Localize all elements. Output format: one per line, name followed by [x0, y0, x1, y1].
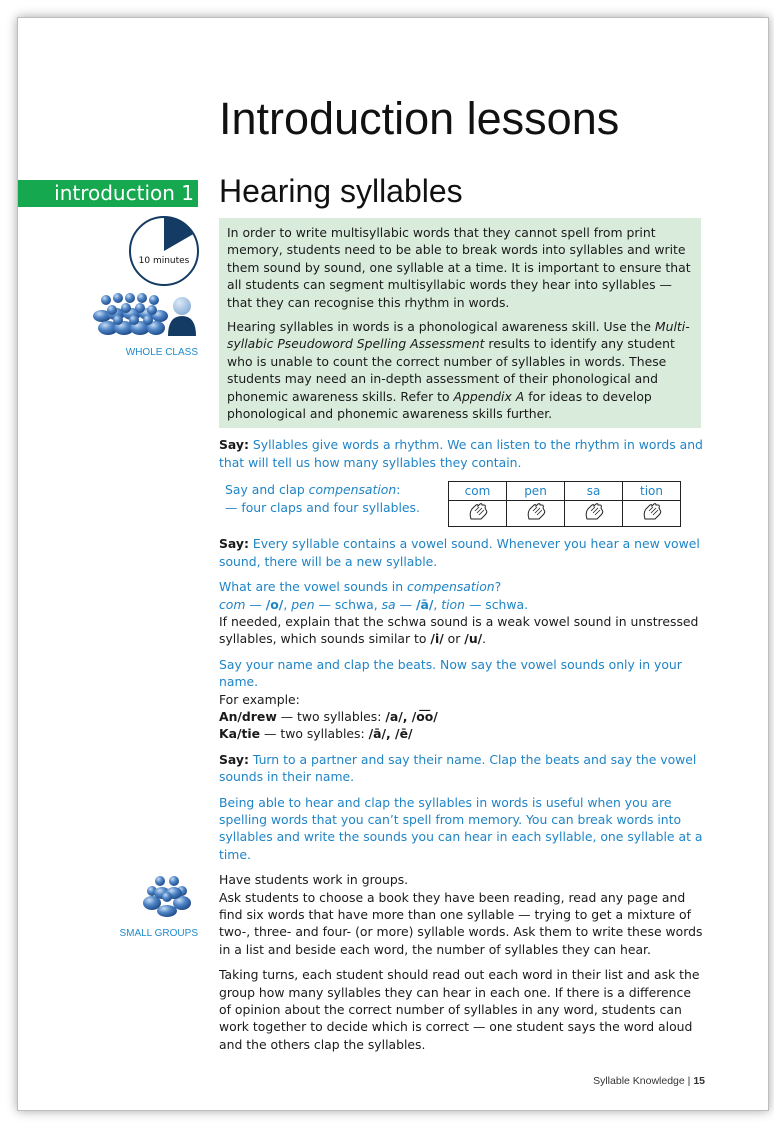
- name-example-block: Say your name and clap the beats. Now say the vowel sounds only in your name. For example: An/drew — two syllables: /a/, /o͞o/ Ka/tie — two syllables: /ā/, /ē/: [219, 656, 682, 742]
- small-groups-label: SMALL GROUPS: [119, 928, 198, 940]
- vowel-question-block: What are the vowel sounds in compensation? com — /o/, pen — schwa, sa — /ā/, tion — schwa. If needed, explain that the schwa sound is a weak vowel sound in unstressed syllables, which sounds similar to /i/ or /u/.: [219, 579, 699, 647]
- whole-class-label: WHOLE CLASS: [125, 347, 198, 358]
- page-footer: Syllable Knowledge | 15: [593, 1075, 705, 1088]
- small-groups-icon: [142, 875, 194, 917]
- timer-icon: [128, 215, 200, 287]
- syllable-clap-table: [448, 481, 681, 527]
- clapping-hands-icon: [507, 501, 565, 527]
- syllable-cell: pen: [507, 482, 565, 501]
- page-number: 15: [693, 1075, 705, 1088]
- page-title: Introduction lessons: [219, 93, 620, 144]
- groups-paragraph: Have students work in groups. Ask students to choose a book they have been reading, read any page and find six words that have more than one syllable — trying to get a mixture of two-, three- and four- (or more) syllable words. Ask them to write these words in a list and beside each word, the number of syllables they can hear.: [219, 872, 703, 957]
- clapping-hands-icon: [449, 501, 507, 527]
- clap-row: [219, 481, 705, 527]
- intro-paragraph-1: In order to write multisyllabic words that they cannot spell from print memory, students need to be able to break words into syllables and write them sound by sound, one syllable at a time. It is important to ensure that all students can segment multisyllabic words they hear into syllables — that they can recognise this rhythm in words.: [227, 225, 691, 310]
- intro-paragraph-2: Hearing syllables in words is a phonological awareness skill. Use the Multi-syllabic Pseudoword Spelling Assessment results to identify any student who is unable to count the correct number of syllables in words. These students may need an in-depth assessment of their phonological and phonemic awareness skills. Refer to Appendix A for ideas to develop phonological and phonemic awareness skills further.: [227, 319, 690, 422]
- say-block-1: Say: Syllables give words a rhythm. We can listen to the rhythm in words and that will tell us how many syllables they contain.: [219, 437, 703, 470]
- syllable-cell: com: [449, 482, 507, 501]
- intro-callout-box: [219, 218, 701, 428]
- useful-paragraph: Being able to hear and clap the syllables in words is useful when you are spelling words that you can’t spell from memory. You can break words into syllables and write the sounds you can hear in each syllable, one syllable at a time.: [219, 794, 703, 862]
- clap-instruction: Say and clap compensation: — four claps and four syllables.: [225, 482, 420, 515]
- clapping-hands-icon: [565, 501, 623, 527]
- clapping-hands-icon: [623, 501, 681, 527]
- say-block-2: Say: Every syllable contains a vowel sound. Whenever you hear a new vowel sound, there will be a new syllable.: [219, 536, 700, 569]
- turns-paragraph: Taking turns, each student should read out each word in their list and ask the group how many syllables they can hear in each one. If there is a difference of opinion about the correct number of syllables in any word, students can work together to decide which is correct — one student says the word aloud and the others clap the syllables.: [219, 967, 700, 1052]
- timer-label: 10 minutes: [138, 256, 190, 266]
- whole-class-icon: [92, 292, 198, 336]
- lesson-tag: introduction 1: [18, 180, 198, 207]
- groups-section: [119, 871, 705, 958]
- syllable-cell: tion: [623, 482, 681, 501]
- say-block-3: Say: Turn to a partner and say their name. Clap the beats and say the vowel sounds in their name.: [219, 751, 697, 785]
- section-title: Hearing syllables: [219, 173, 463, 209]
- syllable-cell: sa: [565, 482, 623, 501]
